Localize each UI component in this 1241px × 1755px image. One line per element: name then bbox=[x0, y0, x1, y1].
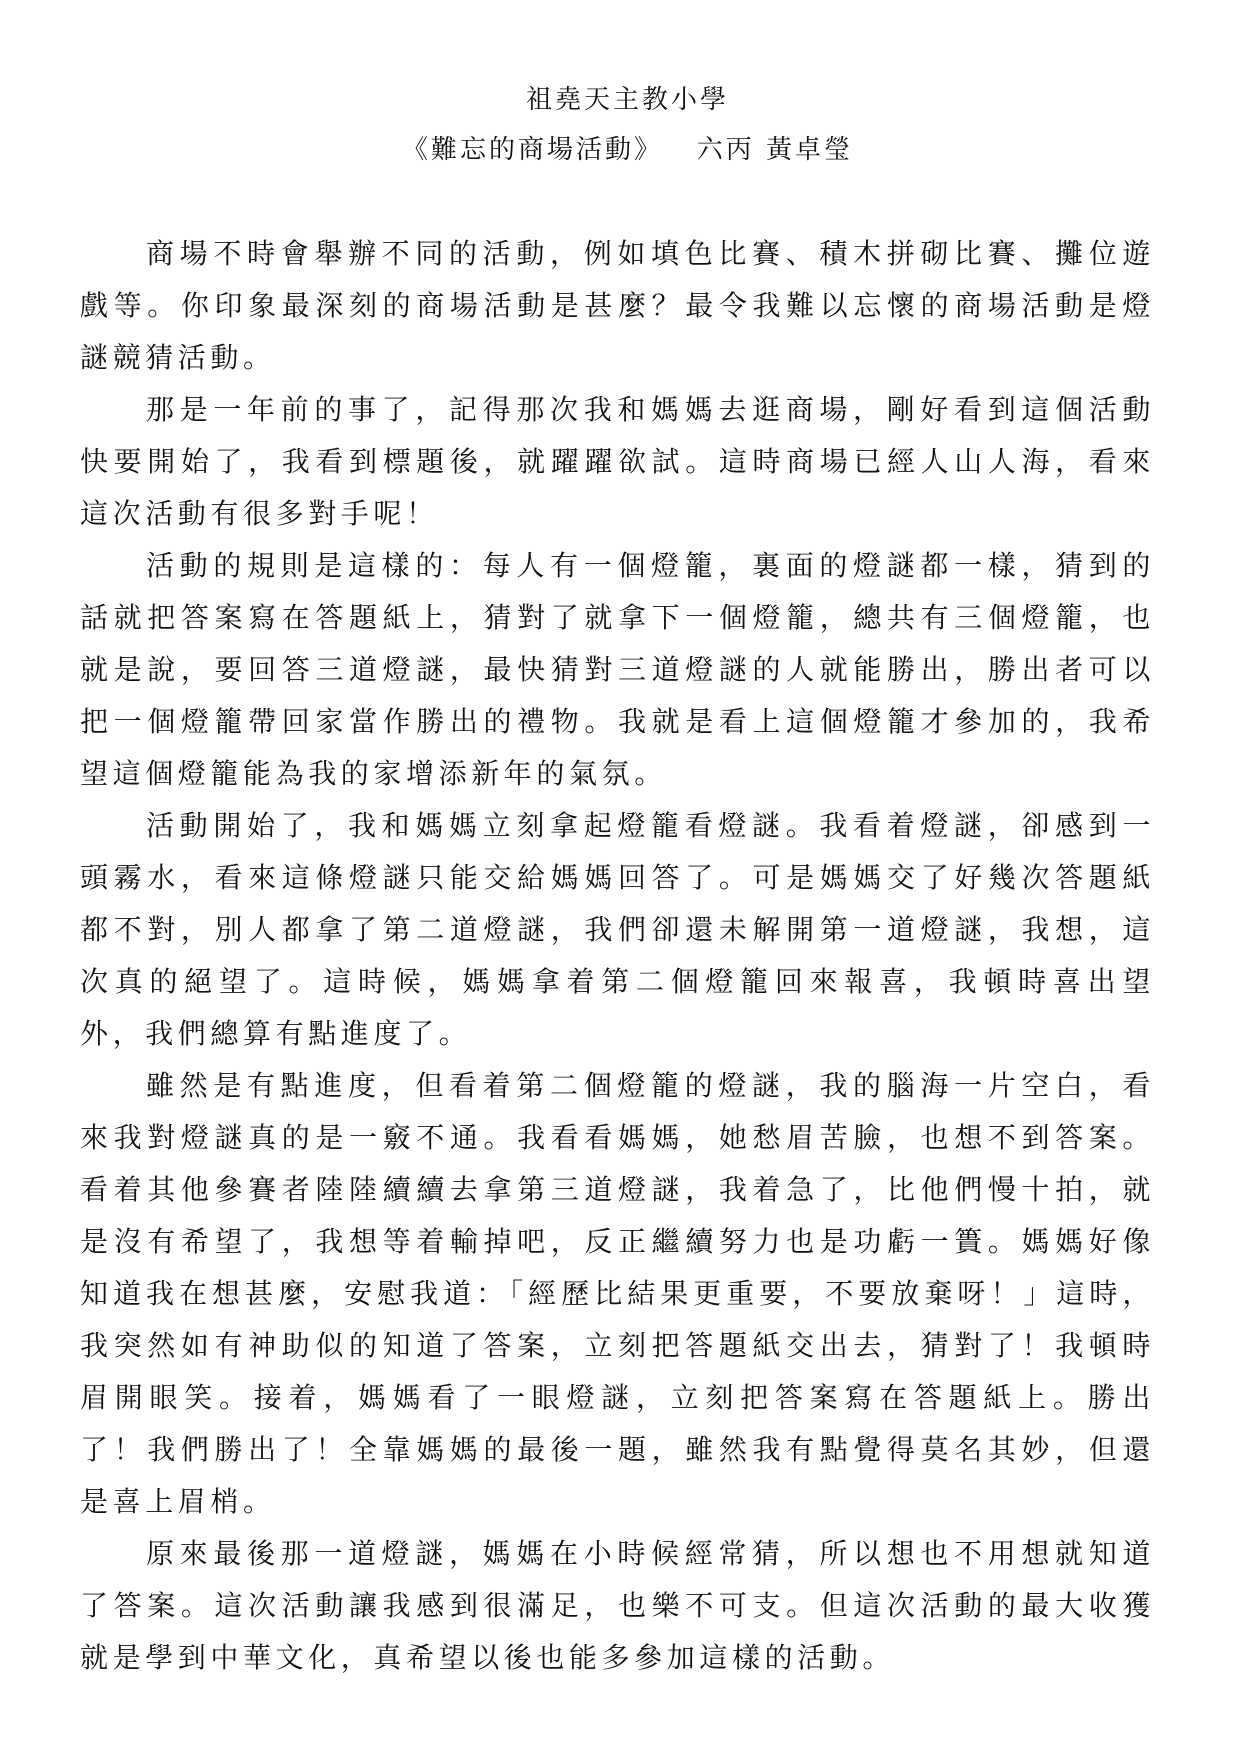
paragraph-5: 雖然是有點進度，但看着第二個燈籠的燈謎，我的腦海一片空白，看來我對燈謎真的是一竅不通。我看看媽媽，她愁眉苦臉，也想不到答案。看着其他參賽者陸陸續續去拿第三道燈謎，我着急了，比他們慢十拍，就是沒有希望了，我想等着輸掉吧，反正繼續努力也是功虧一簣。媽媽好像知道我在想甚麼，安慰我道：「經歷比結果更重要，不要放棄呀！」這時，我突然如有神助似的知道了答案，立刻把答題紙交出去，猜對了！我頓時眉開眼笑。接着，媽媽看了一眼燈謎，立刻把答案寫在答題紙上。勝出了！我們勝出了！全靠媽媽的最後一題，雖然我有點覺得莫名其妙，但還是喜上眉梢。 bbox=[80, 1069, 1155, 1518]
paragraph-1: 商場不時會舉辦不同的活動，例如填色比賽、積木拼砌比賽、攤位遊戲等。你印象最深刻的商場活動是甚麼？最令我難以忘懷的商場活動是燈謎競猜活動。 bbox=[80, 237, 1155, 374]
paragraph-2: 那是一年前的事了，記得那次我和媽媽去逛商場，剛好看到這個活動快要開始了，我看到標題後，就躍躍欲試。這時商場已經人山人海，看來這次活動有很多對手呢！ bbox=[80, 393, 1155, 530]
essay-body bbox=[80, 228, 1155, 1684]
paragraph-6: 原來最後那一道燈謎，媽媽在小時候經常猜，所以想也不用想就知道了答案。這次活動讓我感到很滿足，也樂不可支。但這次活動的最大收獲就是學到中華文化，真希望以後也能多參加這樣的活動。 bbox=[80, 1537, 1155, 1674]
school-name: 祖堯天主教小學 bbox=[525, 85, 729, 115]
essay-title: 《難忘的商場活動》 bbox=[401, 135, 663, 165]
author-name: 黃卓瑩 bbox=[766, 135, 854, 165]
document-header bbox=[0, 78, 1241, 172]
paragraph-4: 活動開始了，我和媽媽立刻拿起燈籠看燈謎。我看着燈謎，卻感到一頭霧水，看來這條燈謎只能交給媽媽回答了。可是媽媽交了好幾次答題紙都不對，別人都拿了第二道燈謎，我們卻還未解開第一道燈謎，我想，這次真的絕望了。這時候，媽媽拿着第二個燈籠回來報喜，我頓時喜出望外，我們總算有點進度了。 bbox=[80, 809, 1155, 1050]
class-name: 六丙 bbox=[696, 135, 755, 165]
paragraph-3: 活動的規則是這樣的：每人有一個燈籠，裏面的燈謎都一樣，猜到的話就把答案寫在答題紙上，猜對了就拿下一個燈籠，總共有三個燈籠，也就是說，要回答三道燈謎，最快猜對三道燈謎的人就能勝出，勝出者可以把一個燈籠帶回家當作勝出的禮物。我就是看上這個燈籠才參加的，我希望這個燈籠能為我的家增添新年的氣氛。 bbox=[80, 549, 1155, 790]
title-line bbox=[14, 128, 1241, 172]
